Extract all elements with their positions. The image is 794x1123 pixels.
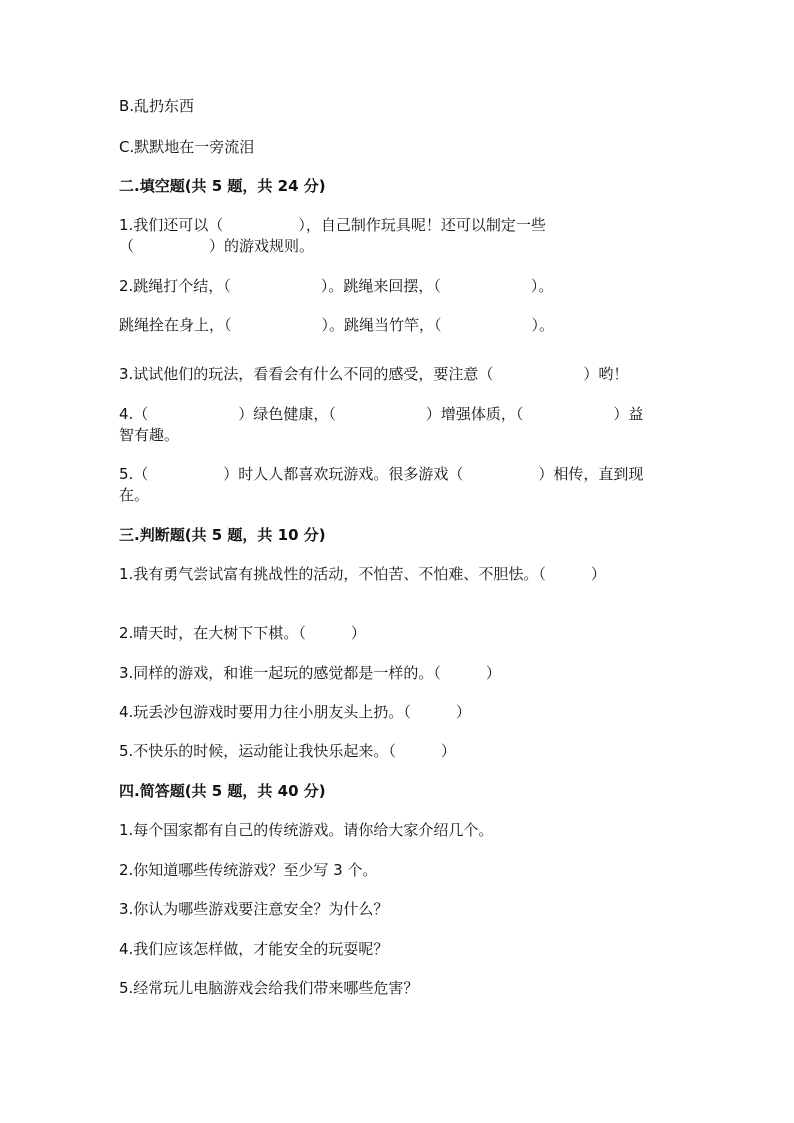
- section-4-heading: 四.简答题(共 5 题，共 40 分): [119, 782, 326, 800]
- fill-q5-line1: 5.（ ）时人人都喜欢玩游戏。很多游戏（ ）相传，直到现: [119, 465, 644, 483]
- judge-q1: 1.我有勇气尝试富有挑战性的活动，不怕苦、不怕难、不胆怯。（ ）: [119, 565, 606, 583]
- short-q1: 1.每个国家都有自己的传统游戏。请你给大家介绍几个。: [119, 821, 494, 839]
- fill-q2-line2: 跳绳拴在身上，（ ）。跳绳当竹竿，（ ）。: [119, 316, 555, 334]
- fill-q4-line2: 智有趣。: [119, 426, 180, 444]
- section-2-heading: 二.填空题(共 5 题，共 24 分): [119, 177, 326, 195]
- short-q2: 2.你知道哪些传统游戏？至少写 3 个。: [119, 861, 378, 879]
- fill-q1-line2: （ ）的游戏规则。: [119, 237, 315, 255]
- fill-q1-line1: 1.我们还可以（ ），自己制作玩具呢！还可以制定一些: [119, 216, 546, 234]
- section-3-heading: 三.判断题(共 5 题，共 10 分): [119, 526, 326, 544]
- judge-q2: 2.晴天时，在大树下下棋。（ ）: [119, 624, 366, 642]
- option-c: C.默默地在一旁流泪: [119, 138, 255, 156]
- fill-q5-line2: 在。: [119, 486, 150, 504]
- short-q5: 5.经常玩儿电脑游戏会给我们带来哪些危害？: [119, 979, 419, 997]
- fill-q3: 3.试试他们的玩法，看看会有什么不同的感受，要注意（ ）哟！: [119, 365, 629, 383]
- fill-q2-line1: 2.跳绳打个结，（ ）。跳绳来回摆，（ ）。: [119, 277, 554, 295]
- short-q4: 4.我们应该怎样做，才能安全的玩耍呢？: [119, 940, 389, 958]
- short-q3: 3.你认为哪些游戏要注意安全？为什么？: [119, 900, 389, 918]
- fill-q4-line1: 4.（ ）绿色健康，（ ）增强体质，（ ）益: [119, 405, 644, 423]
- judge-q5: 5.不快乐的时候，运动能让我快乐起来。（ ）: [119, 742, 456, 760]
- option-b: B.乱扔东西: [119, 97, 195, 115]
- judge-q3: 3.同样的游戏，和谁一起玩的感觉都是一样的。（ ）: [119, 664, 501, 682]
- judge-q4: 4.玩丢沙包游戏时要用力往小朋友头上扔。（ ）: [119, 703, 471, 721]
